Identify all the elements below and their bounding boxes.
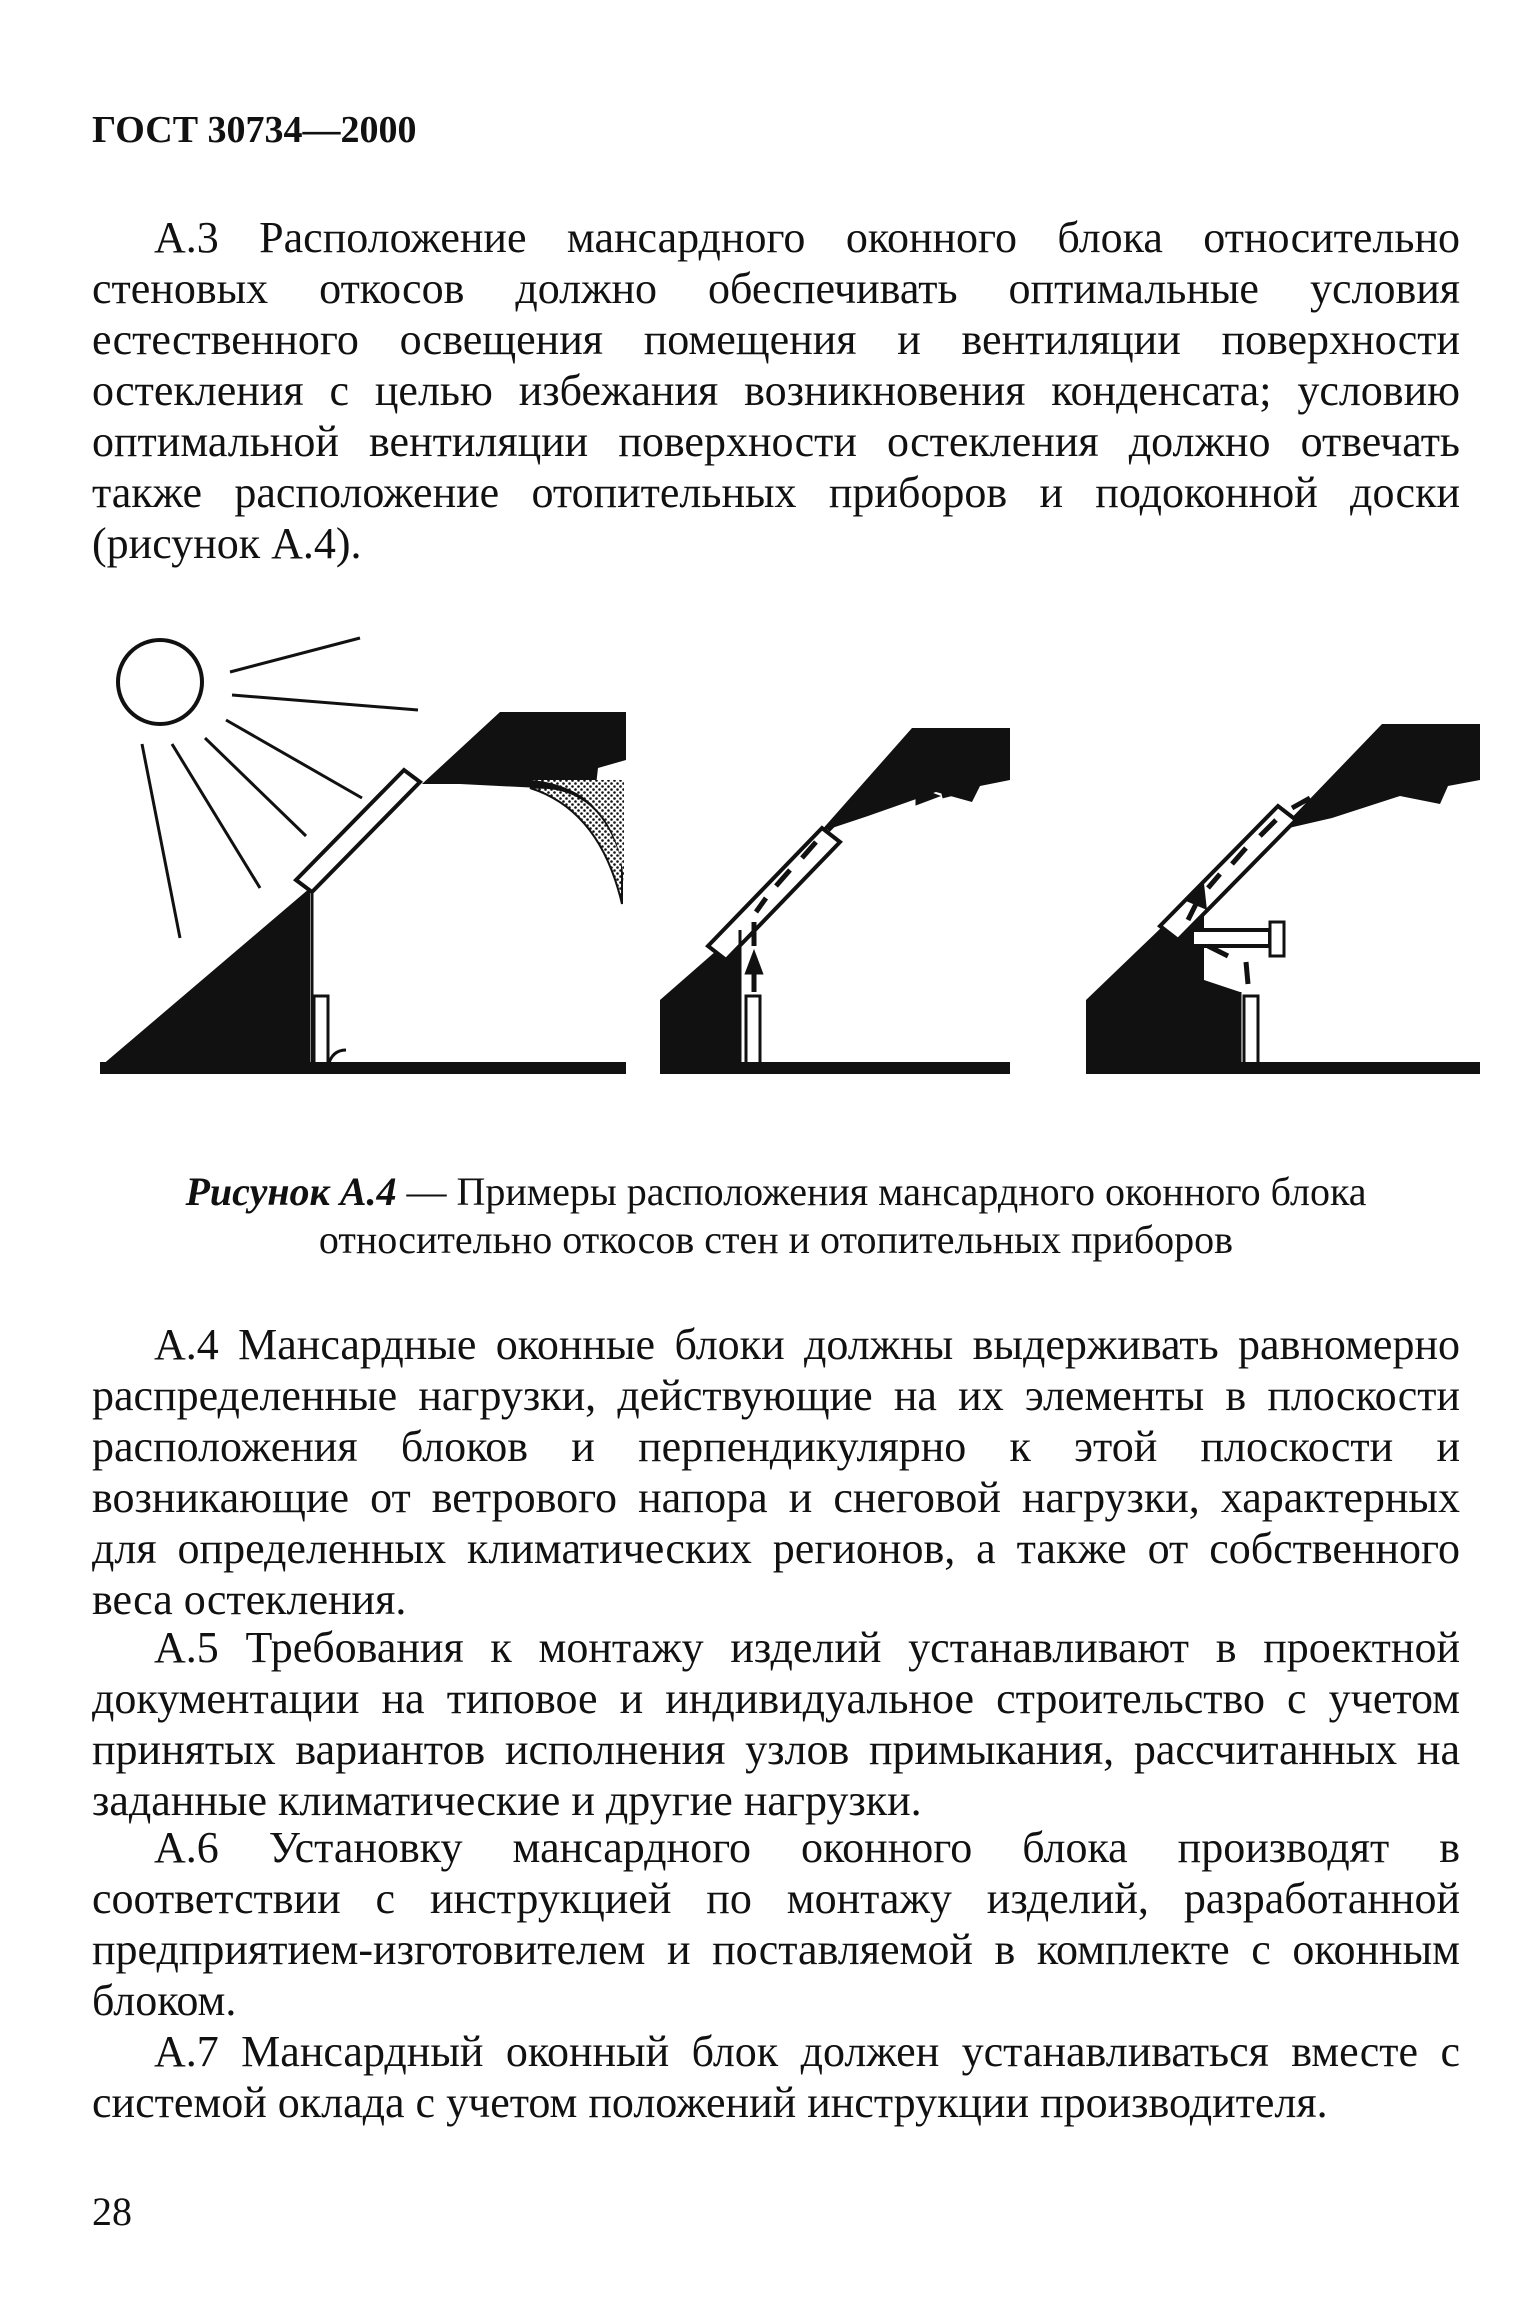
sun-icon [118,640,202,724]
paragraph-a4: А.4 Мансардные оконные блоки должны выдерживать равномерно распределенные нагрузки, действующие на их элементы в плоскости расположения блоков и перпендикулярно к этой плоскости и возникающие от ветрового напора и снеговой нагрузки, характерных для определенных климатических регионов, а также от собственного веса остекления. [92,1320,1460,1624]
wall-section [100,888,310,1072]
paragraph-a5: А.5 Требования к монтажу изделий устанавливают в проектной документации на типовое и индивидуальное строительство с учетом принятых вариантов исполнения узлов примыкания, рассчитанных на заданные климатические и другие нагрузки. [92,1623,1460,1825]
sun-rays [142,638,418,938]
radiator-icon [314,996,328,1066]
window-sill-board [1192,930,1270,946]
window-glazing [708,828,840,960]
roof-section [1280,724,1480,830]
window-glazing [1160,806,1296,940]
paragraph-a6: А.6 Установку мансардного оконного блока производят в соответствии с инструкцией по монтажу изделий, разработанной предприятием-изготовителем и поставляемой в комплекте с оконным блоком. [92,1823,1460,2025]
radiator-icon [746,996,760,1066]
roof-section [820,728,1010,832]
room-outline [312,892,626,1072]
figure-caption-text: — Примеры расположения мансардного оконного блока относительно откосов стен и отопительных приборов [318,1169,1367,1262]
figure-caption [92,1168,1460,1264]
diagram-panel-1 [100,712,626,1074]
diagram-panel-3 [1086,724,1480,1074]
figure-a4-drawing [100,620,1480,1090]
page-number: 28 [92,2189,132,2234]
document-header: ГОСТ 30734—2000 [92,109,417,151]
figure-caption-label: Рисунок А.4 [185,1169,397,1214]
paragraph-a3: А.3 Расположение мансардного оконного блока относительно стеновых откосов должно обеспечивать оптимальные условия естественного освещения помещения и вентиляции поверхности остекления с целью избежания возникновения конденсата; условию оптимальной вентиляции поверхности остекления должно отвечать также расположение отопительных приборов и подоконной доски (рисунок А.4). [92,213,1460,568]
diagram-panel-2 [660,728,1010,1074]
figure-a4 [100,620,1480,1090]
radiator-icon [1244,996,1258,1066]
window-glazing [296,770,420,892]
room-outline [1240,992,1480,1072]
paragraph-a7: А.7 Мансардный оконный блок должен устанавливаться вместе с системой оклада с учетом положений инструкции производителя. [92,2027,1460,2127]
room-outline [740,930,1010,1072]
